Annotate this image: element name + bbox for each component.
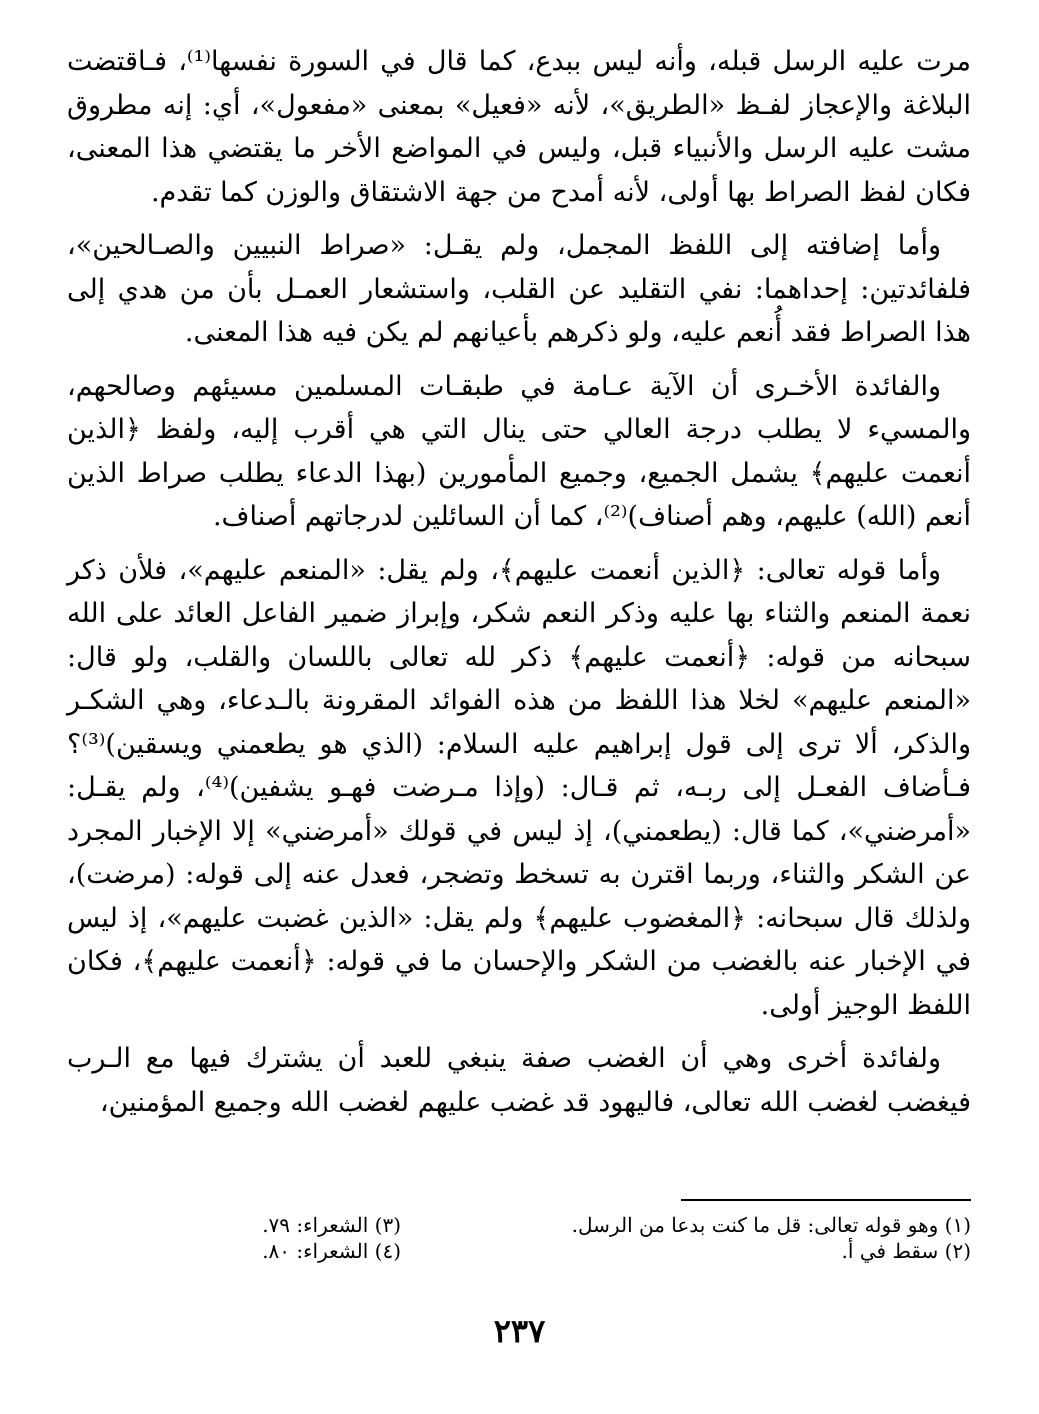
footnote-1: (١) وهو قوله تعالى: قل ما كنت بدعا من الرسل. (571, 1213, 971, 1237)
footnote-4: (٤) الشعراء: ٨٠. (262, 1239, 401, 1263)
paragraph-3: والفائدة الأخـرى أن الآية عـامة في طبقـات المسلمين مسيئهم وصالحهم، والمسيء لا يطلب درجة العالي حتى ينال التي هي أقرب إليه، ولفظ ﴿الذين أنعمت عليهم﴾ يشمل الجميع، وجميع المأمورين (بهذا الدعاء يطلب صراط الذين أنعم (الله) عليهم، وهم أصناف)⁽²⁾، كما أن السائلين لدرجاتهم أصناف. (67, 370, 971, 532)
page-number: ٢٣٧ (493, 1312, 546, 1350)
footnotes-right-column (531, 1212, 971, 1264)
paragraph-1: مرت عليه الرسل قبله، وأنه ليس ببدع، كما قال في السورة نفسها⁽¹⁾، فـاقتضت البلاغة والإعجاز لفـظ «الطريق»، لأنه «فعيل» بمعنى «مفعول»، أي: إنه مطروق مشت عليه الرسل والأنبياء قبل، وليس في المواضع الأخر ما يقتضي هذا المعنى، فكان لفظ الصراط بها أولى، لأنه أمدح من جهة الاشتقاق والوزن كما تقدم. (67, 46, 971, 208)
paragraph-2: وأما إضافته إلى اللفظ المجمل، ولم يقـل: «صراط النبيين والصـالحين»، فلفائدتين: إحداهما: نفي التقليد عن القلب، واستشعار العمـل بأن من هدي إلى هذا الصراط فقد أُنعم عليه، ولو ذكرهم بأعيانهم لم يكن فيه هذا المعنى. (67, 230, 971, 348)
footnote-3: (٣) الشعراء: ٧٩. (262, 1213, 401, 1237)
paragraph-4: وأما قوله تعالى: ﴿الذين أنعمت عليهم﴾، ولم يقل: «المنعم عليهم»، فلأن ذكر نعمة المنعم والثناء بها عليه وذكر النعم شكر، وإبراز ضمير الفاعل العائد على الله سبحانه من قوله: ﴿أنعمت عليهم﴾ ذكر لله تعالى باللسان والقلب، ولو قال: «المنعم عليهم» لخلا هذا اللفظ من هذه الفوائد المقرونة بالـدعاء، وهي الشكـر والذكر، ألا ترى إلى قول إبراهيم عليه السلام: (الذي هو يطعمني ويسقين)⁽³⁾؟ فـأضاف الفعـل إلى ربـه، ثم قـال: (وإذا مـرضت فهـو يشفين)⁽⁴⁾، ولم يقـل: «أمرضني»، كما قال: (يطعمني)، إذ ليس في قولك «أمرضني» إلا الإخبار المجرد عن الشكر والثناء، وربما اقترن به تسخط وتضجر، فعدل عنه إلى قوله: (مرضت)، ولذلك قال سبحانه: ﴿المغضوب عليهم﴾ ولم يقل: «الذين غضبت عليهم»، إذ ليس في الإخبار عنه بالغضب من الشكر والإحسان ما في قوله: ﴿أنعمت عليهم﴾، فكان اللفظ الوجيز أولى. (67, 554, 972, 1021)
paragraph-5: ولفائدة أخرى وهي أن الغضب صفة ينبغي للعبد أن يشترك فيها مع الـرب فيغضب لغضب الله تعالى، فاليهود قد غضب عليهم لغضب الله وجميع المؤمنين، (67, 1043, 971, 1118)
main-text (67, 40, 971, 1134)
footnote-divider (681, 1199, 971, 1201)
footnotes-left-column (101, 1212, 401, 1264)
footnote-2: (٢) سقط في أ. (841, 1239, 971, 1263)
